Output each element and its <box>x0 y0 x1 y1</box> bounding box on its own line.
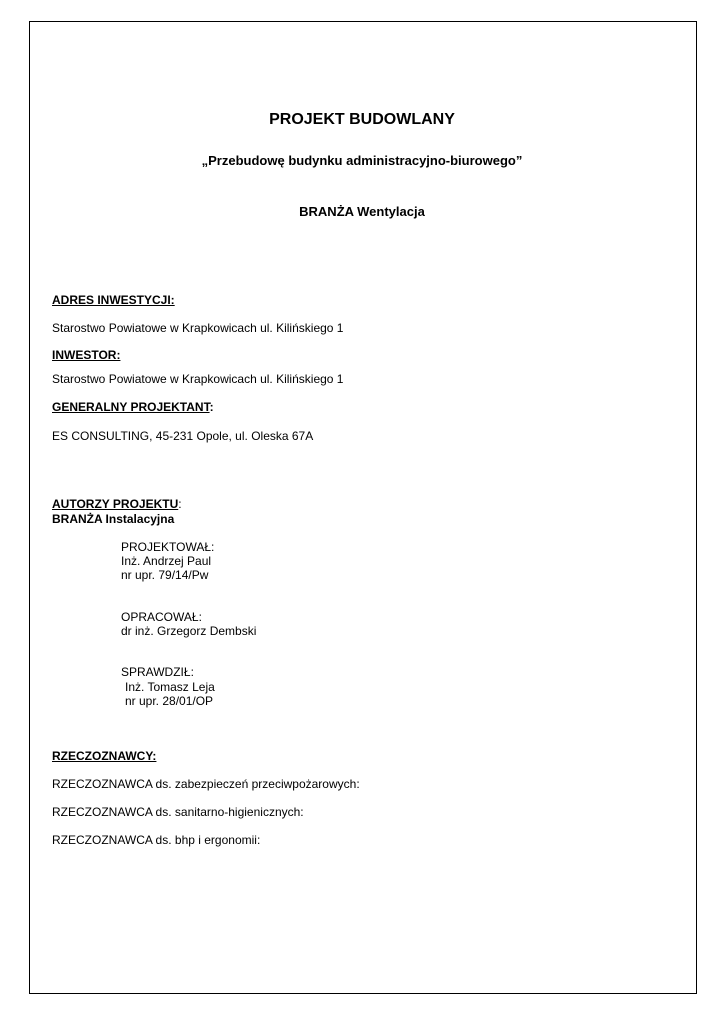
designed-label: PROJEKTOWAŁ: <box>121 540 215 554</box>
general-designer-heading <box>52 400 214 414</box>
checked-label: SPRAWDZIŁ: <box>121 665 194 679</box>
authors-label: AUTORZY PROJEKTU <box>52 497 179 511</box>
project-subtitle: „Przebudowę budynku administracyjno-biurowego” <box>201 153 523 168</box>
authors-colon: : <box>178 497 182 511</box>
designed-license: nr upr. 79/14/Pw <box>121 568 209 582</box>
expert-fire-safety: RZECZOZNAWCA ds. zabezpieczeń przeciwpożarowych: <box>52 777 360 791</box>
address-label: ADRES INWESTYCJI: <box>52 293 175 307</box>
investor-label: INWESTOR: <box>52 348 121 362</box>
prepared-label: OPRACOWAŁ: <box>121 610 202 624</box>
checked-name: Inż. Tomasz Leja <box>125 680 215 694</box>
experts-label: RZECZOZNAWCY: <box>52 749 157 763</box>
investor-value: Starostwo Powiatowe w Krapkowicach ul. Kilińskiego 1 <box>52 372 344 386</box>
expert-sanitary: RZECZOZNAWCA ds. sanitarno-higienicznych: <box>52 805 304 819</box>
address-value: Starostwo Powiatowe w Krapkowicach ul. Kilińskiego 1 <box>52 321 344 335</box>
general-designer-value: ES CONSULTING, 45-231 Opole, ul. Oleska 67A <box>52 429 314 443</box>
general-designer-colon: : <box>209 400 214 414</box>
general-designer-label: GENERALNY PROJEKTANT <box>52 400 210 414</box>
expert-ergonomics: RZECZOZNAWCA ds. bhp i ergonomii: <box>52 833 261 847</box>
authors-heading <box>52 497 182 511</box>
checked-license: nr upr. 28/01/OP <box>125 694 214 708</box>
authors-branch: BRANŻA Instalacyjna <box>52 512 175 526</box>
branch-heading: BRANŻA Wentylacja <box>299 204 425 219</box>
prepared-name: dr inż. Grzegorz Dembski <box>121 624 257 638</box>
document-title: PROJEKT BUDOWLANY <box>269 111 455 128</box>
designed-name: Inż. Andrzej Paul <box>121 554 212 568</box>
